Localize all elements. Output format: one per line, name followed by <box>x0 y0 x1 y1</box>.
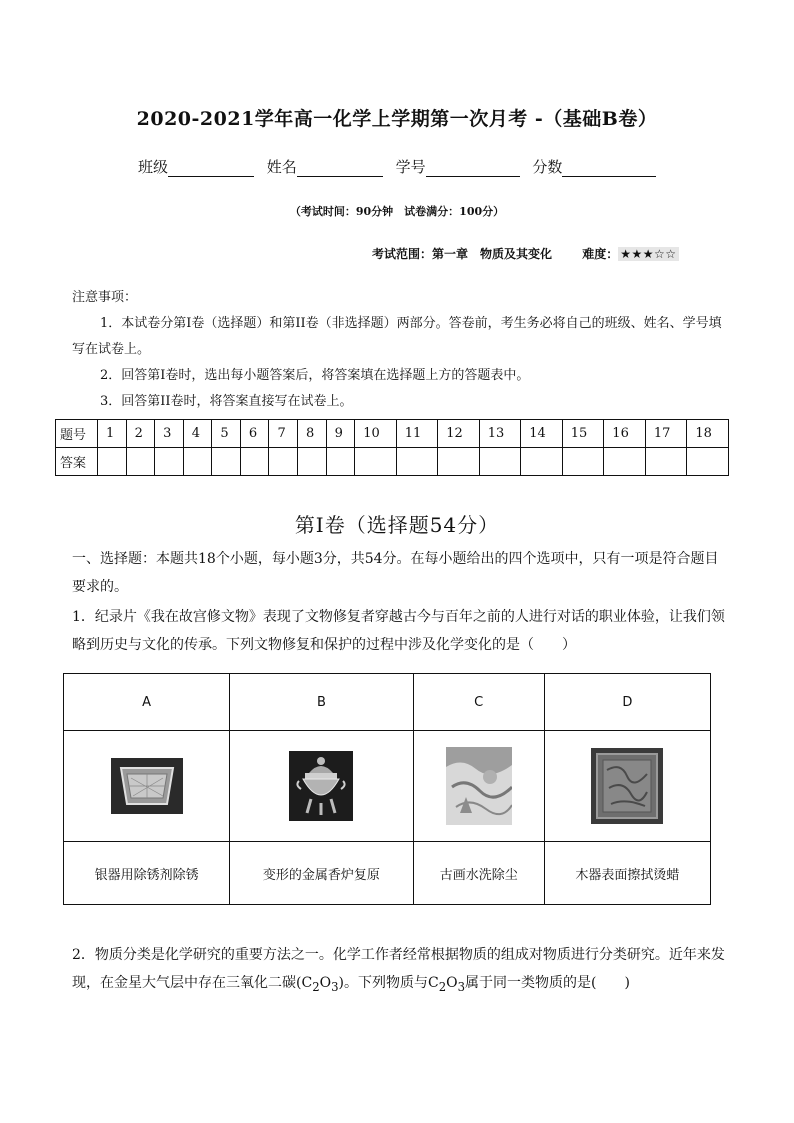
ancient-painting-icon <box>446 747 512 825</box>
answer-number-cell: 8 <box>298 420 327 448</box>
student-id-blank[interactable] <box>426 160 520 177</box>
q2-oxygen-symbol: O <box>446 975 458 991</box>
notice-item-3: 3．回答第II卷时，将答案直接写在试卷上。 <box>100 394 353 409</box>
class-label: 班级 <box>138 158 169 176</box>
answer-cell[interactable] <box>604 448 646 476</box>
answer-cell[interactable] <box>562 448 604 476</box>
question-1-options-table <box>63 673 711 905</box>
option-c-letter[interactable]: C <box>413 674 544 731</box>
question-2-stem <box>72 941 732 1001</box>
answer-cell[interactable] <box>355 448 397 476</box>
answer-number-cell: 11 <box>396 420 438 448</box>
section-instructions <box>72 545 732 601</box>
q2-subscript: 3 <box>457 979 466 994</box>
exam-time-info: （考试时间：90分钟 试卷满分：100分） <box>289 205 505 218</box>
answer-cell[interactable] <box>521 448 563 476</box>
section-intro-text: 一、选择题：本题共18个小题，每小题3分，共54分。在每小题给出的四个选项中，只有一项是符合题目要求的。 <box>72 551 719 595</box>
answer-number-cell: 1 <box>98 420 127 448</box>
answer-number-cell: 3 <box>155 420 184 448</box>
answer-number-cell: 18 <box>687 420 729 448</box>
notice-heading: 注意事项： <box>72 290 138 305</box>
option-a-label[interactable]: 银器用除锈剂除锈 <box>64 842 230 905</box>
answer-number-cell: 5 <box>212 420 241 448</box>
question-1-stem: 1．纪录片《我在故宫修文物》表现了文物修复者穿越古今与百年之前的人进行对话的职业体验，让我们领略到历史与文化的传承。下列文物修复和保护的过程中涉及化学变化的是（ ） <box>72 609 725 653</box>
answer-number-cell: 15 <box>562 420 604 448</box>
score-label: 分数 <box>532 158 563 176</box>
q2-oxygen-symbol: O <box>319 975 332 991</box>
notice-block <box>72 285 732 415</box>
q2-text-part-3: 属于同一类物质的是( ) <box>465 975 630 991</box>
answer-number-cell: 9 <box>326 420 355 448</box>
score-blank[interactable] <box>562 160 656 177</box>
answer-number-cell: 17 <box>645 420 687 448</box>
answer-cell[interactable] <box>240 448 269 476</box>
answer-number-cell: 2 <box>126 420 155 448</box>
option-c-label[interactable]: 古画水洗除尘 <box>413 842 544 905</box>
option-b-letter[interactable]: B <box>230 674 413 731</box>
answer-number-cell: 13 <box>479 420 521 448</box>
option-a-image-cell <box>64 731 230 842</box>
option-d-image-cell <box>544 731 710 842</box>
name-label: 姓名 <box>266 158 297 176</box>
answer-cell[interactable] <box>183 448 212 476</box>
answer-number-cell: 14 <box>521 420 563 448</box>
answer-cell[interactable] <box>438 448 480 476</box>
answer-number-cell: 4 <box>183 420 212 448</box>
q2-subscript: 2 <box>312 979 320 994</box>
notice-item-2: 2．回答第I卷时，选出每小题答案后，将答案填在选择题上方的答题表中。 <box>100 368 530 383</box>
answer-table-number-row <box>56 420 729 448</box>
option-d-letter[interactable]: D <box>544 674 710 731</box>
exam-scope <box>372 245 679 262</box>
q2-subscript: 2 <box>438 979 447 994</box>
option-b-label[interactable]: 变形的金属香炉复原 <box>230 842 413 905</box>
answer-table <box>55 419 729 476</box>
question-number-header: 题号 <box>56 420 98 448</box>
answer-cell[interactable] <box>479 448 521 476</box>
answer-number-cell: 7 <box>269 420 298 448</box>
q2-text-part-1: 2．物质分类是化学研究的重要方法之一。化学工作者经常根据物质的组成对物质进行分类研究。近年来发现，在金星大气层中存在三氧化二碳(C <box>72 947 725 991</box>
option-d-label[interactable]: 木器表面擦拭烫蜡 <box>544 842 710 905</box>
student-id-label: 学号 <box>395 158 426 176</box>
difficulty-stars: ★★★☆☆ <box>620 247 677 261</box>
answer-cell[interactable] <box>298 448 327 476</box>
answer-cell[interactable] <box>645 448 687 476</box>
answer-cell[interactable] <box>269 448 298 476</box>
answer-cell[interactable] <box>687 448 729 476</box>
answer-header: 答案 <box>56 448 98 476</box>
option-b-image-cell <box>230 731 413 842</box>
silver-box-icon <box>111 758 183 814</box>
difficulty-label: 难度： <box>582 247 619 261</box>
answer-cell[interactable] <box>98 448 127 476</box>
answer-cell[interactable] <box>212 448 241 476</box>
answer-number-cell: 10 <box>355 420 397 448</box>
answer-number-cell: 6 <box>240 420 269 448</box>
name-blank[interactable] <box>297 160 383 177</box>
answer-number-cell: 12 <box>438 420 480 448</box>
q2-text-part-2: )。下列物质与C <box>338 975 439 991</box>
answer-number-cell: 16 <box>604 420 646 448</box>
answer-cell[interactable] <box>326 448 355 476</box>
incense-burner-icon <box>289 751 353 821</box>
q2-subscript: 3 <box>331 979 339 994</box>
notice-item-1: 1．本试卷分第I卷（选择题）和第II卷（非选择题）两部分。答卷前，考生务必将自己的班级、姓名、学号填写在试卷上。 <box>72 316 722 357</box>
answer-cell[interactable] <box>396 448 438 476</box>
option-a-letter[interactable]: A <box>64 674 230 731</box>
student-info-fields <box>138 156 664 177</box>
class-blank[interactable] <box>168 160 254 177</box>
answer-cell[interactable] <box>155 448 184 476</box>
answer-table-answer-row <box>56 448 729 476</box>
answer-cell[interactable] <box>126 448 155 476</box>
carved-wood-icon <box>591 748 663 824</box>
scope-text: 考试范围：第一章 物质及其变化 <box>372 247 553 261</box>
page-title: 2020-2021学年高一化学上学期第一次月考 -（基础B卷） <box>136 108 658 130</box>
section-title: 第I卷（选择题54分） <box>294 513 500 537</box>
option-c-image-cell <box>413 731 544 842</box>
